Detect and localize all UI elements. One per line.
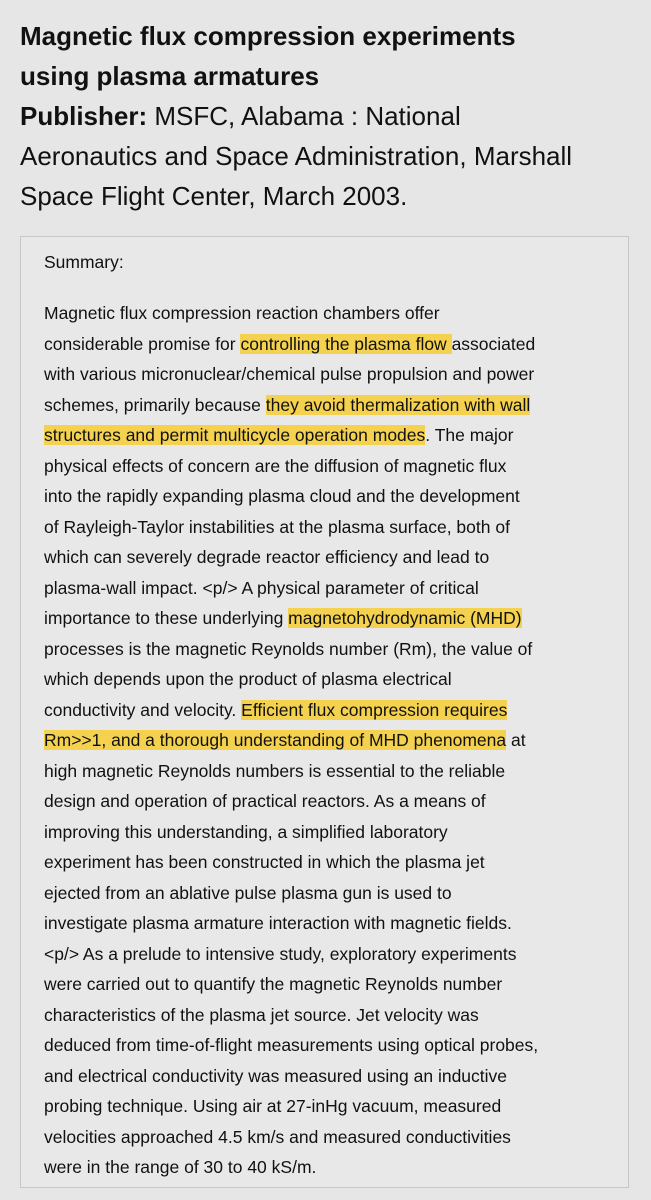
- summary-line: [44, 1030, 538, 1061]
- summary-text-segment: characteristics of the plasma jet source. Jet velocity was: [44, 1004, 479, 1025]
- summary-line: [44, 542, 538, 573]
- publisher-line: Aeronautics and Space Administration, Marshall: [20, 141, 573, 171]
- highlighted-text: Efficient flux compression requires: [241, 699, 508, 720]
- document-header: [20, 16, 640, 216]
- publisher-text: MSFC, Alabama : National: [147, 101, 461, 131]
- summary-text-segment: investigate plasma armature interaction with magnetic fields.: [44, 913, 512, 933]
- highlighted-text: magnetohydrodynamic (MHD): [288, 608, 522, 628]
- summary-line: [44, 298, 538, 329]
- highlighted-text: Rm>>1, and a thorough understanding of MHD phenomena: [44, 730, 507, 750]
- summary-text-segment: improving this understanding, a simplified laboratory: [44, 821, 448, 842]
- summary-label: Summary:: [44, 252, 124, 272]
- summary-line: [44, 817, 538, 848]
- highlighted-text: they avoid thermalization with wall: [265, 394, 531, 415]
- summary-text-segment: physical effects of concern are the diffusion of magnetic flux: [44, 455, 507, 476]
- summary-text-segment: plasma-wall impact. <p/> A physical parameter of critical: [44, 577, 479, 598]
- summary-text-segment: schemes, primarily because: [44, 394, 266, 415]
- summary-text-segment: experiment has been constructed in which the plasma jet: [44, 852, 485, 872]
- summary-line: [44, 390, 538, 421]
- summary-text-segment: which can severely degrade reactor efficiency and lead to: [44, 547, 490, 567]
- summary-line: [44, 1061, 538, 1092]
- summary-line: [44, 1000, 538, 1031]
- summary-line: [44, 329, 538, 360]
- summary-line: [44, 512, 538, 543]
- summary-line: [44, 969, 538, 1000]
- summary-text-segment: . The major: [425, 425, 514, 445]
- summary-box: [20, 236, 629, 1188]
- summary-line: [44, 1122, 538, 1153]
- summary-line: [44, 878, 538, 909]
- summary-line: [44, 603, 538, 634]
- summary-text-segment: deduced from time-of-flight measurements using optical probes,: [44, 1035, 539, 1055]
- summary-text-segment: of Rayleigh-Taylor instabilities at the plasma surface, both of: [44, 516, 510, 537]
- summary-text-segment: <p/> As a prelude to intensive study, exploratory experiments: [44, 943, 517, 964]
- summary-line: [44, 1152, 538, 1183]
- summary-line: [44, 359, 538, 390]
- highlighted-text: controlling the plasma flow: [240, 333, 452, 354]
- summary-text-segment: importance to these underlying: [44, 608, 289, 628]
- summary-line: [44, 451, 538, 482]
- summary-text-segment: into the rapidly expanding plasma cloud and the development: [44, 486, 520, 506]
- summary-text-segment: considerable promise for: [44, 333, 241, 354]
- summary-line: [44, 756, 538, 787]
- summary-text-segment: ejected from an ablative pulse plasma gun is used to: [44, 882, 452, 903]
- summary-text-segment: probing technique. Using air at 27-inHg vacuum, measured: [44, 1096, 502, 1116]
- summary-line: [44, 939, 538, 970]
- summary-line: [44, 634, 538, 665]
- summary-text-segment: conductivity and velocity.: [44, 699, 242, 720]
- summary-text-segment: with various micronuclear/chemical pulse propulsion and power: [44, 364, 535, 384]
- summary-line: [44, 695, 538, 726]
- summary-line: [44, 664, 538, 695]
- summary-text-segment: associated: [451, 333, 536, 354]
- publisher-line: [20, 96, 640, 136]
- publisher-label: Publisher:: [20, 101, 148, 131]
- summary-text: [44, 298, 538, 1183]
- summary-line: [44, 573, 538, 604]
- summary-text-segment: velocities approached 4.5 km/s and measured conductivities: [44, 1126, 511, 1147]
- document-title: [20, 16, 640, 96]
- summary-line: [44, 725, 538, 756]
- summary-line: [44, 908, 538, 939]
- summary-text-segment: and electrical conductivity was measured using an inductive: [44, 1065, 508, 1086]
- summary-line: [44, 420, 538, 451]
- summary-text-segment: design and operation of practical reactors. As a means of: [44, 791, 486, 811]
- summary-line: [44, 1091, 538, 1122]
- highlighted-text: structures and permit multicycle operation modes: [44, 425, 426, 445]
- summary-line: [44, 847, 538, 878]
- publisher-info: [20, 96, 640, 216]
- summary-text-segment: which depends upon the product of plasma electrical: [44, 669, 452, 689]
- title-line: using plasma armatures: [20, 61, 320, 91]
- summary-text-segment: processes is the magnetic Reynolds number (Rm), the value of: [44, 638, 533, 659]
- publisher-line: Space Flight Center, March 2003.: [20, 181, 408, 211]
- summary-line: [44, 481, 538, 512]
- title-line: Magnetic flux compression experiments: [20, 21, 516, 51]
- summary-text-segment: were in the range of 30 to 40 kS/m.: [44, 1157, 317, 1177]
- summary-text-segment: high magnetic Reynolds numbers is essential to the reliable: [44, 760, 506, 781]
- summary-text-segment: Magnetic flux compression reaction chambers offer: [44, 303, 440, 323]
- summary-line: [44, 786, 538, 817]
- summary-text-segment: were carried out to quantify the magnetic Reynolds number: [44, 974, 503, 994]
- summary-text-segment: at: [506, 730, 526, 750]
